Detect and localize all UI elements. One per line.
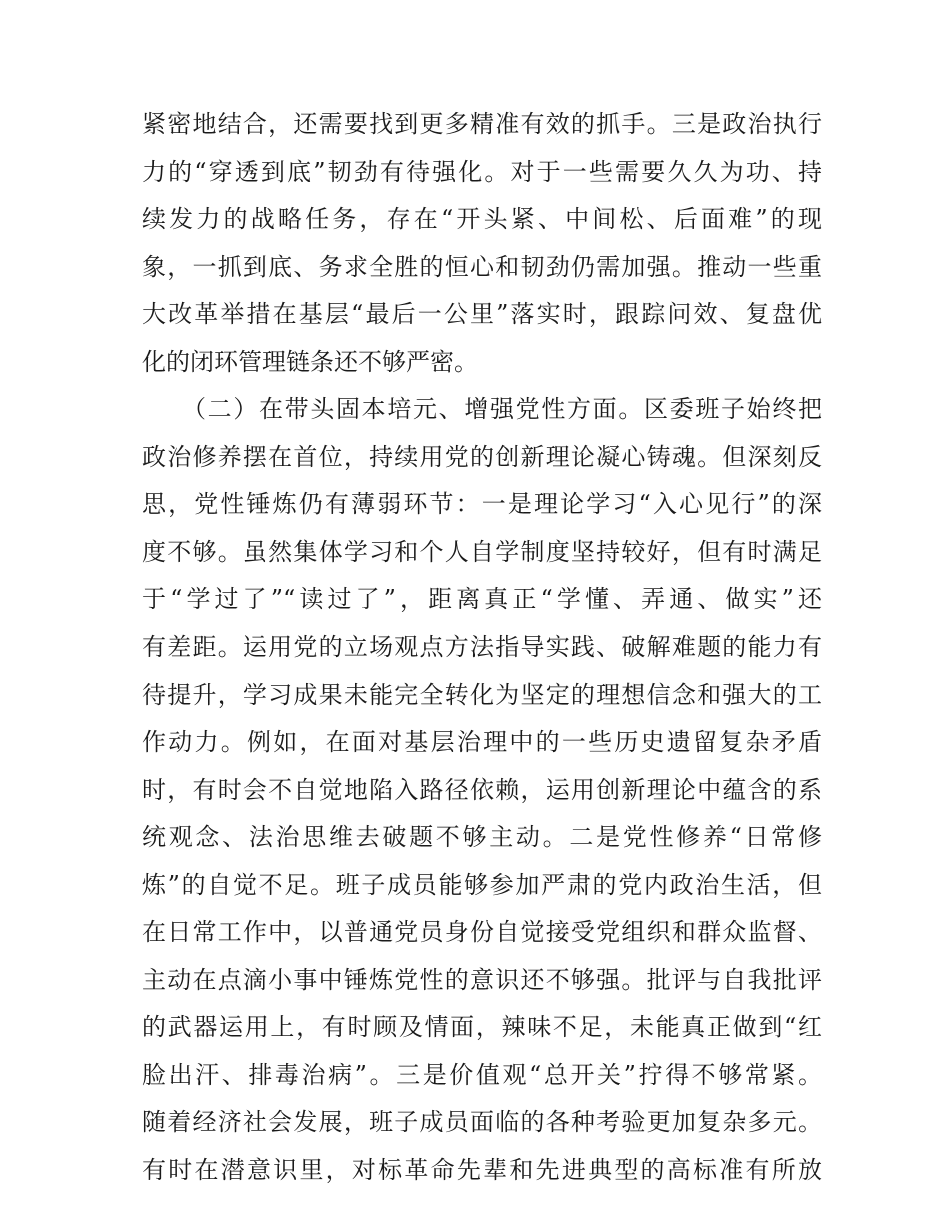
- text-line: 化的闭环管理链条还不够严密。: [142, 347, 478, 376]
- paragraph-first-line: （二）在带头固本培元、增强党性方面。区委班子始终把: [182, 395, 822, 424]
- text-line: 有时在潜意识里，对标革命先辈和先进典型的高标准有所放: [142, 1156, 822, 1185]
- text-line: 的武器运用上，有时顾及情面，辣味不足，未能真正做到“红: [142, 1013, 822, 1042]
- text-line: 作动力。例如，在面对基层治理中的一些历史遗留复杂矛盾: [142, 728, 822, 757]
- text-line: 度不够。虽然集体学习和个人自学制度坚持较好，但有时满足: [142, 537, 822, 566]
- body-text: [142, 101, 822, 1195]
- text-line: 思，党性锤炼仍有薄弱环节：一是理论学习“入心见行”的深: [142, 490, 822, 519]
- text-line: 政治修养摆在首位，持续用党的创新理论凝心铸魂。但深刻反: [142, 442, 822, 471]
- text-line: 在日常工作中，以普通党员身份自觉接受党组织和群众监督、: [142, 918, 822, 947]
- text-line: 随着经济社会发展，班子成员面临的各种考验更加复杂多元。: [142, 1108, 822, 1137]
- text-line: 炼”的自觉不足。班子成员能够参加严肃的党内政治生活，但: [142, 870, 822, 899]
- text-line: 待提升，学习成果未能完全转化为坚定的理想信念和强大的工: [142, 680, 822, 709]
- text-line: 力的“穿透到底”韧劲有待强化。对于一些需要久久为功、持: [142, 157, 822, 186]
- text-line: 大改革举措在基层“最后一公里”落实时，跟踪问效、复盘优: [142, 300, 822, 329]
- text-line: 时，有时会不自觉地陷入路径依赖，运用创新理论中蕴含的系: [142, 775, 822, 804]
- text-line: 象，一抓到底、务求全胜的恒心和韧劲仍需加强。推动一些重: [142, 252, 822, 281]
- text-line: 续发力的战略任务，存在“开头紧、中间松、后面难”的现: [142, 205, 822, 234]
- text-line: 统观念、法治思维去破题不够主动。二是党性修养“日常修: [142, 823, 822, 852]
- text-line: 有差距。运用党的立场观点方法指导实践、破解难题的能力有: [142, 633, 822, 662]
- text-line: 于“学过了”“读过了”，距离真正“学懂、弄通、做实”还: [142, 585, 822, 614]
- text-line: 脸出汗、排毒治病”。三是价值观“总开关”拧得不够常紧。: [142, 1060, 822, 1089]
- text-line: 主动在点滴小事中锤炼党性的意识还不够强。批评与自我批评: [142, 965, 822, 994]
- text-line: 紧密地结合，还需要找到更多精准有效的抓手。三是政治执行: [142, 110, 822, 138]
